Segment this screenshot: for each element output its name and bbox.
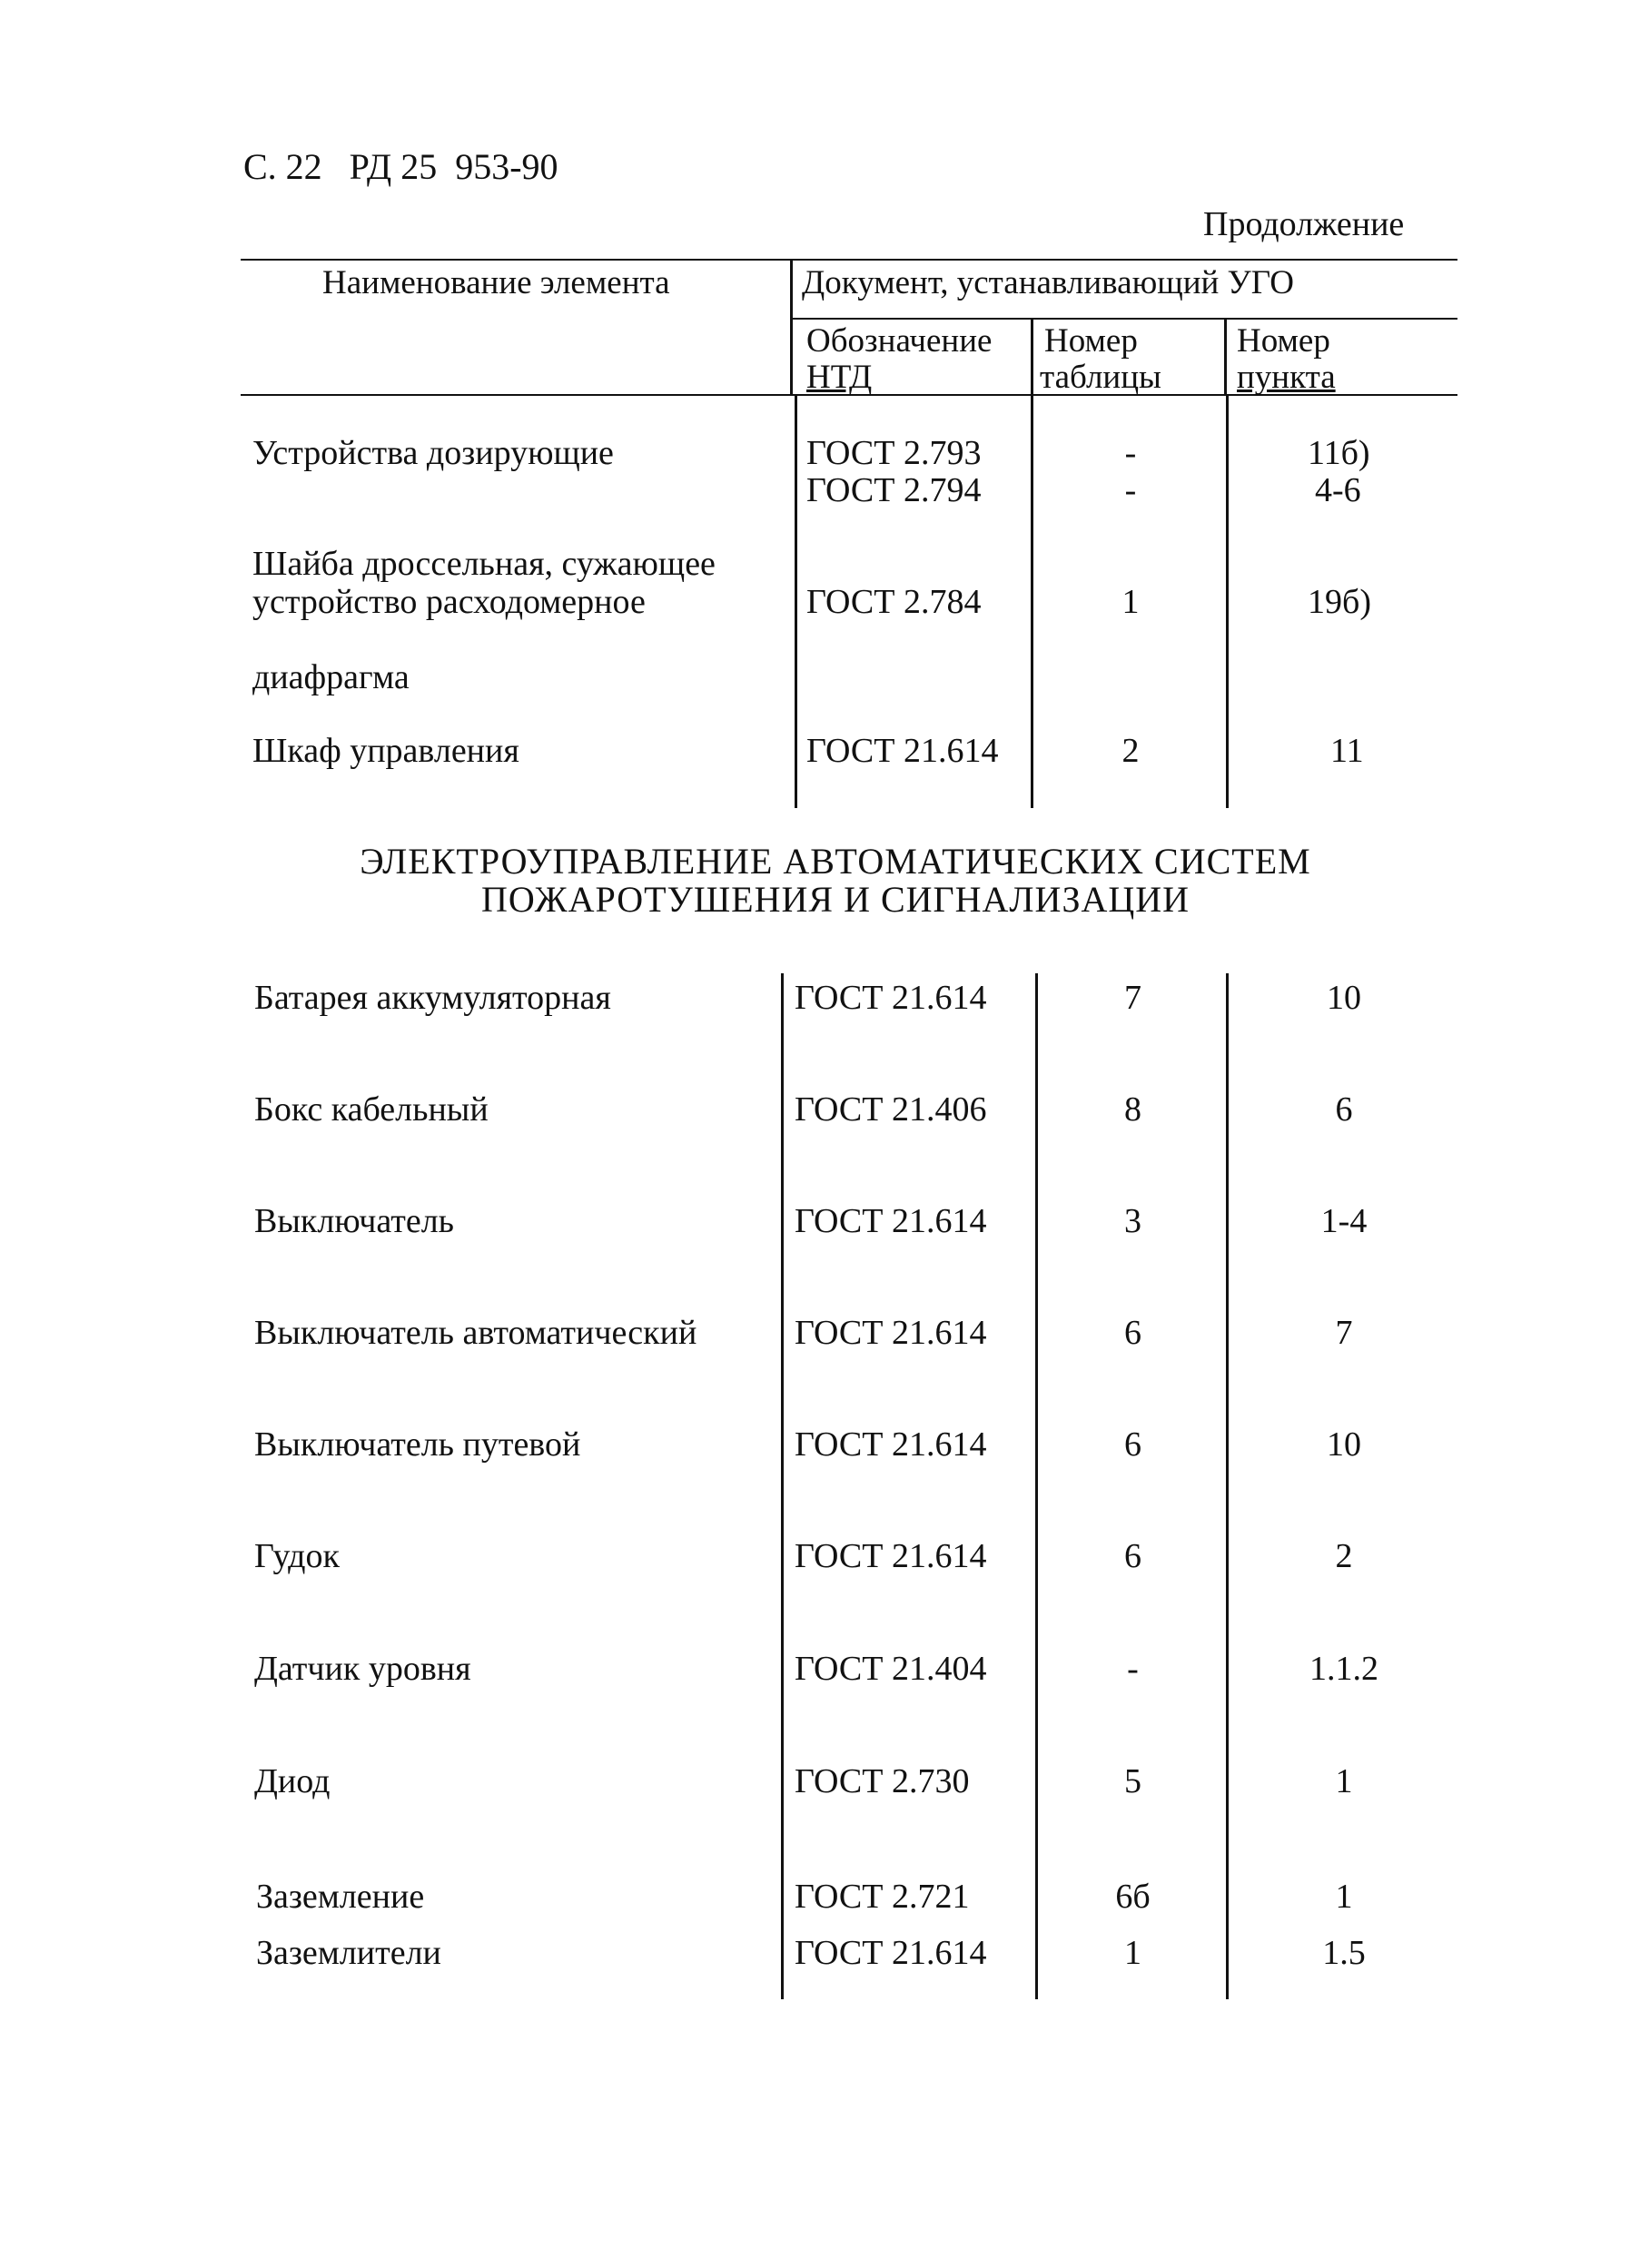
col-header-item-2: пункта [1237, 359, 1336, 396]
table-row-table: 1 [1124, 1934, 1141, 1972]
table-row-doc: ГОСТ 21.406 [795, 1090, 987, 1129]
table-row-item: 4-6 [1315, 471, 1361, 509]
table-row-name: Гудок [254, 1537, 340, 1575]
col-header-doc: Документ, устанавливающий УГО [802, 264, 1294, 301]
table-row-table: 3 [1124, 1202, 1141, 1240]
table-row-item: 1.1.2 [1309, 1650, 1378, 1688]
header-vsep-item [1224, 318, 1227, 395]
part2-vsep-item [1226, 973, 1229, 1999]
table-row-doc: ГОСТ 2.794 [806, 471, 982, 509]
part1-vsep-table [1031, 395, 1033, 808]
part1-vsep-doc [795, 395, 797, 808]
table-row-item: 10 [1327, 1425, 1361, 1464]
table-row-doc: ГОСТ 21.404 [795, 1650, 987, 1688]
table-row-table: - [1127, 1650, 1139, 1688]
table-row-doc: ГОСТ 21.614 [795, 1314, 987, 1352]
table-row-item: 1-4 [1320, 1202, 1368, 1240]
page-header: С. 22 РД 25 953-90 [243, 146, 558, 187]
table-row-item: 19б) [1308, 583, 1371, 621]
table-row-doc: ГОСТ 2.730 [795, 1762, 970, 1800]
table-row-doc: ГОСТ 2.793 [806, 434, 982, 472]
table-row-table: 8 [1124, 1090, 1141, 1129]
table-row-doc: ГОСТ 21.614 [795, 1202, 987, 1240]
table-row-table: 6 [1124, 1537, 1141, 1575]
table-row-name: Заземлители [256, 1934, 441, 1972]
col-header-item-1: Номер [1237, 322, 1330, 360]
part2-vsep-table [1035, 973, 1038, 1999]
table-row-item: 7 [1335, 1314, 1353, 1352]
table-row-table: 6б [1115, 1878, 1151, 1916]
table-row-name: Выключатель [254, 1202, 455, 1240]
table-row-item: 11б) [1308, 434, 1370, 472]
table-row-item: 6 [1335, 1090, 1353, 1129]
table-row-table: 6 [1124, 1314, 1141, 1352]
table-row-name: Выключатель автоматический [254, 1314, 697, 1352]
table-row-name: диафрагма [252, 658, 410, 696]
col-header-name: Наименование элемента [322, 264, 670, 301]
table-row-name: Шайба дроссельная, сужающее [252, 545, 716, 583]
continuation-label: Продолжение [1203, 205, 1405, 243]
table-row-doc: ГОСТ 2.721 [795, 1878, 970, 1916]
part2-vsep-doc [781, 973, 784, 1999]
col-header-table-2: таблицы [1040, 359, 1161, 396]
table-row-doc: ГОСТ 21.614 [795, 1934, 987, 1972]
table-row-item: 1 [1335, 1762, 1353, 1800]
table-row-item: 11 [1330, 732, 1364, 770]
table-row-item: 10 [1327, 979, 1361, 1017]
table-row-name: Диод [254, 1762, 331, 1800]
table-row-name: Бокс кабельный [254, 1090, 489, 1129]
table-row-doc: ГОСТ 21.614 [795, 1425, 987, 1464]
header-vsep-doc [790, 259, 793, 395]
table-row-table: 2 [1121, 732, 1140, 770]
table-row-item: 1 [1335, 1878, 1353, 1916]
table-row-name: Датчик уровня [254, 1650, 471, 1688]
table-row-table: 1 [1121, 583, 1140, 621]
part1-vsep-item [1226, 395, 1229, 808]
section-title-line2: ПОЖАРОТУШЕНИЯ И СИГНАЛИЗАЦИИ [480, 879, 1190, 920]
table-row-doc: ГОСТ 21.614 [806, 732, 999, 770]
table-row-table: - [1124, 471, 1137, 509]
table-row-table: 5 [1124, 1762, 1141, 1800]
table-row-doc: ГОСТ 2.784 [806, 583, 982, 621]
table-row-name: устройство расходомерное [252, 583, 646, 621]
table-row-doc: ГОСТ 21.614 [795, 979, 987, 1017]
table-row-name: Шкаф управления [252, 732, 519, 770]
header-top-rule [241, 259, 1457, 261]
table-row-table: - [1124, 434, 1137, 472]
section-title-line1: ЭЛЕКТРОУПРАВЛЕНИЕ АВТОМАТИЧЕСКИХ СИСТЕМ [360, 841, 1311, 882]
table-row-name: Батарея аккумуляторная [254, 979, 611, 1017]
table-row-doc: ГОСТ 21.614 [795, 1537, 987, 1575]
table-row-name: Заземление [256, 1878, 425, 1916]
col-header-ntd-2: НТД [806, 359, 873, 396]
col-header-ntd-1: Обозначение [806, 322, 993, 360]
table-row-item: 1.5 [1322, 1934, 1366, 1972]
table-row-item: 2 [1335, 1537, 1353, 1575]
header-mid-rule [790, 318, 1457, 320]
table-row-table: 7 [1124, 979, 1141, 1017]
table-row-name: Выключатель путевой [254, 1425, 581, 1464]
col-header-table-1: Номер [1044, 322, 1138, 360]
table-row-name: Устройства дозирующие [252, 434, 614, 472]
header-vsep-table [1031, 318, 1033, 395]
table-row-table: 6 [1124, 1425, 1141, 1464]
